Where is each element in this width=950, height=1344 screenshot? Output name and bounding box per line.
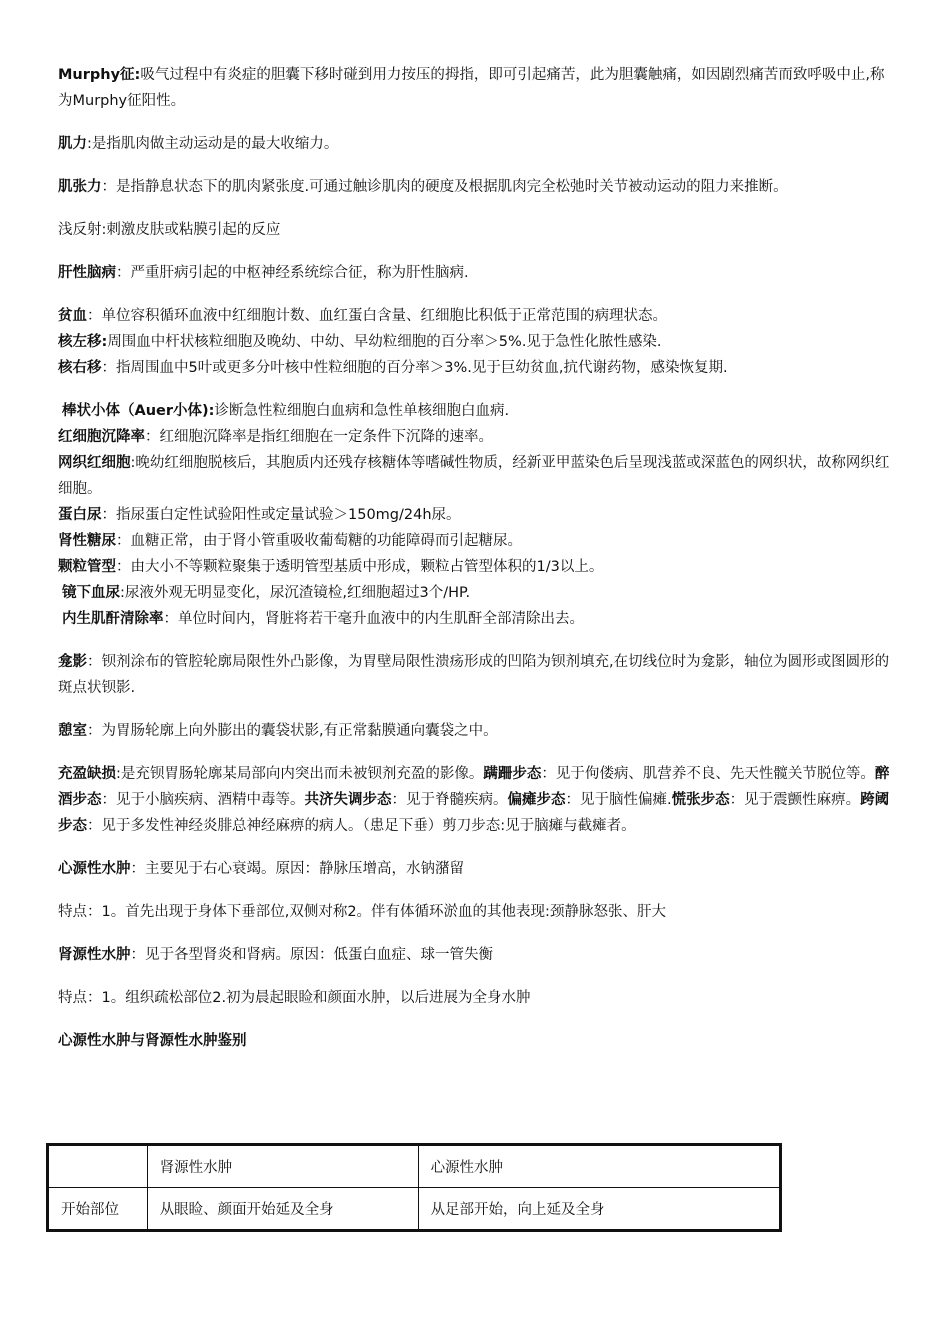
- para-right-shift: 核右移：指周围血中5叶或更多分叶核中性粒细胞的百分率＞3%.见于巨幼贫血,抗代谢药物，感染恢复期.: [58, 360, 728, 376]
- para-auer-body: 棒状小体（Auer小体):诊断急性粒细胞白血病和急性单核细胞白血病.: [62, 403, 510, 419]
- para-granular-cast: 颗粒管型：由大小不等颗粒聚集于透明管型基质中形成，颗粒占管型体积的1/3以上。: [58, 559, 604, 575]
- para-murphy: Murphy征:吸气过程中有炎症的胆囊下移时碰到用力按压的拇指，即可引起痛苦，此为胆囊触痛，如因剧烈痛苦而致呼吸中止,称为Murphy征阳性。: [58, 67, 885, 109]
- para-muscle-strength: 肌力:是指肌肉做主动运动是的最大收缩力。: [58, 136, 339, 152]
- para-renal-edema-features: 特点：1。组织疏松部位2.初为晨起眼睑和颜面水肿，以后进展为全身水肿: [58, 990, 531, 1006]
- para-superficial-reflex: 浅反射:刺激皮肤或粘膜引起的反应: [58, 222, 281, 238]
- para-creatinine-clearance: 内生肌酐清除率：单位时间内，肾脏将若干毫升血液中的内生肌酐全部清除出去。: [62, 611, 584, 627]
- table-cell: 从足部开始，向上延及全身: [418, 1188, 780, 1231]
- table-header-row: [48, 1145, 781, 1188]
- table-cell: 开始部位: [48, 1188, 148, 1231]
- table-header-cell: 心源性水肿: [418, 1145, 780, 1188]
- table-header-cell: 肾源性水肿: [147, 1145, 418, 1188]
- para-hepatic-encephalopathy: 肝性脑病：严重肝病引起的中枢神经系统综合征，称为肝性脑病.: [58, 265, 469, 281]
- para-muscle-tone: 肌张力：是指静息状态下的肌肉紧张度.可通过触诊肌肉的硬度及根据肌肉完全松弛时关节被动运动的阻力来推断。: [58, 179, 788, 195]
- table-header-cell: [48, 1145, 148, 1188]
- table-title: 心源性水肿与肾源性水肿鉴别: [58, 1033, 247, 1049]
- para-renal-edema: 肾源性水肿：见于各型肾炎和肾病。原因：低蛋白血症、球一管失衡: [58, 947, 493, 963]
- table-cell: 从眼睑、颜面开始延及全身: [147, 1188, 418, 1231]
- table-row: [48, 1188, 781, 1231]
- para-reticulocyte: 网织红细胞:晚幼红细胞脱核后，其胞质内还残存核糖体等嗜碱性物质，经新亚甲蓝染色后呈现浅蓝或深蓝色的网织状，故称网织红细胞。: [58, 455, 890, 497]
- para-esr: 红细胞沉降率：红细胞沉降率是指红细胞在一定条件下沉降的速率。: [58, 429, 493, 445]
- para-filling-defect-and-gaits: 充盈缺损:是充钡胃肠轮廓某局部向内突出而未被钡剂充盈的影像。蹒跚步态：见于佝偻病、肌营养不良、先天性髋关节脱位等。醉酒步态：见于小脑疾病、酒精中毒等。共济失调步态：见于脊髓疾病。偏瘫步态：见于脑性偏瘫.慌张步态：见于震颤性麻痹。跨阈步态：见于多发性神经炎腓总神经麻痹的病人。（患足下垂）剪刀步态:见于脑瘫与截瘫者。: [58, 766, 890, 834]
- para-left-shift: 核左移:周围血中杆状核粒细胞及晚幼、中幼、早幼粒细胞的百分率＞5%.见于急性化脓性感染.: [58, 334, 662, 350]
- para-diverticulum: 憩室：为胃肠轮廓上向外膨出的囊袋状影,有正常黏膜通向囊袋之中。: [58, 723, 498, 739]
- para-microscopic-hematuria: 镜下血尿:尿液外观无明显变化，尿沉渣镜检,红细胞超过3个/HP.: [62, 585, 471, 601]
- para-proteinuria: 蛋白尿：指尿蛋白定性试验阳性或定量试验＞150mg/24h尿。: [58, 507, 461, 523]
- para-cardiac-edema-features: 特点：1。首先出现于身体下垂部位,双侧对称2。伴有体循环淤血的其他表现:颈静脉怒张、肝大: [58, 904, 666, 920]
- para-cardiac-edema: 心源性水肿：主要见于右心衰竭。原因：静脉压增高，水钠潴留: [58, 861, 464, 877]
- edema-comparison-table: [46, 1143, 782, 1232]
- para-renal-glycosuria: 肾性糖尿：血糖正常，由于肾小管重吸收葡萄糖的功能障碍而引起糖尿。: [58, 533, 522, 549]
- para-anemia: 贫血：单位容积循环血液中红细胞计数、血红蛋白含量、红细胞比积低于正常范围的病理状态。: [58, 308, 667, 324]
- para-niche: 龛影：钡剂涂布的管腔轮廓局限性外凸影像，为胃壁局限性溃疡形成的凹陷为钡剂填充,在切线位时为龛影，轴位为圆形或图圆形的斑点状钡影.: [58, 654, 890, 696]
- document-body: [58, 62, 894, 1054]
